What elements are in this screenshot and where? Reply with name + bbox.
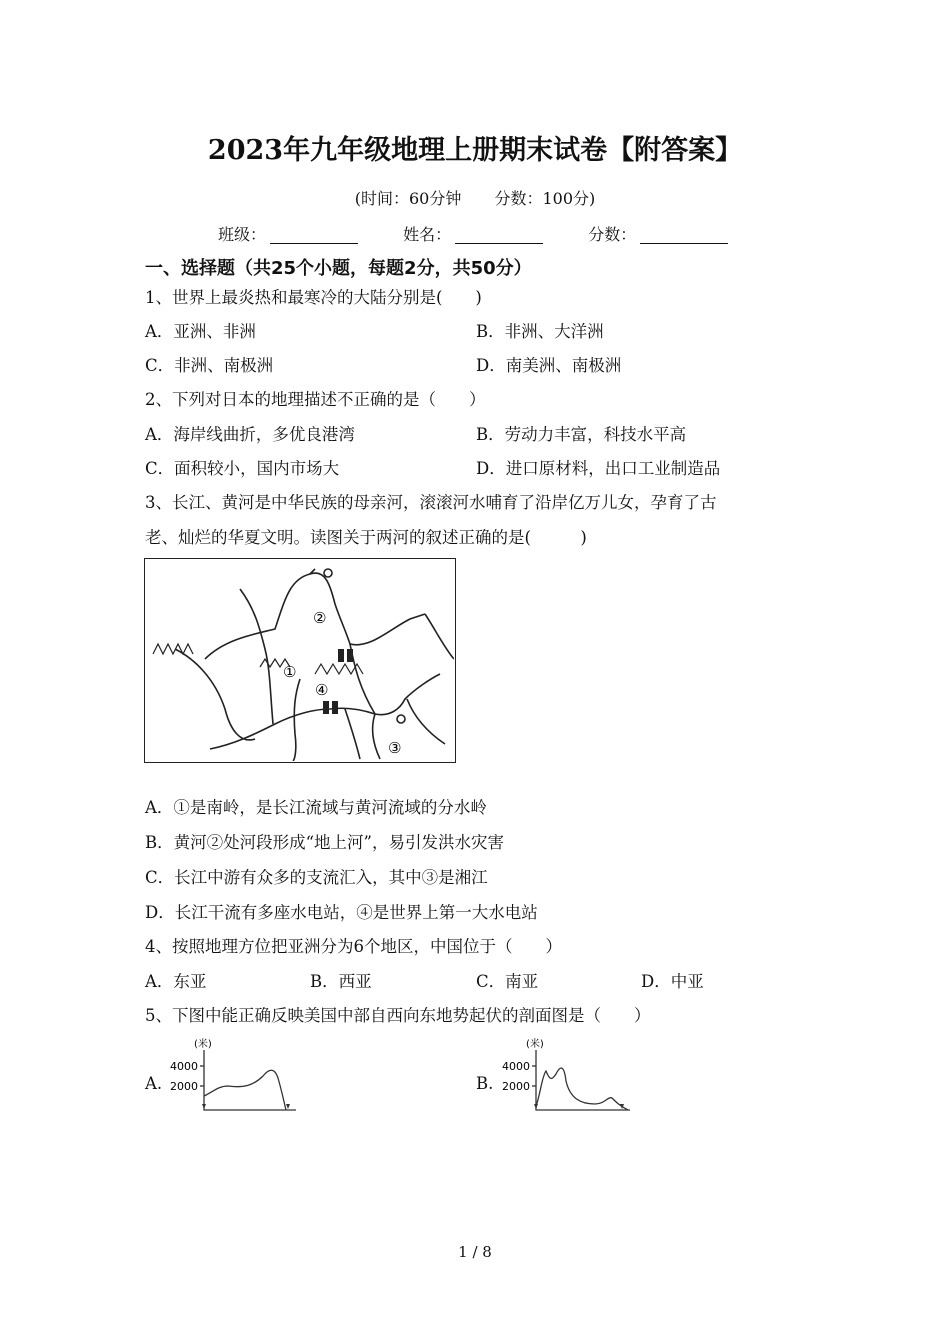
q5-stem: 5、下图中能正确反映美国中部自西向东地势起伏的剖面图是（ ） [145,1006,651,1025]
map-label-3: ③ [388,739,402,757]
page-number: 1 / 8 [458,1243,492,1261]
river-map-drawing [145,559,454,761]
q5a-tick-4000: 4000 [170,1060,198,1073]
q2-stem: 2、下列对日本的地理描述不正确的是（ ） [145,390,486,409]
name-label: 姓名： [403,225,452,244]
q4-option-a: A．东亚 [145,972,207,991]
q4-stem: 4、按照地理方位把亚洲分为6个地区，中国位于（ ） [145,937,562,956]
q2-option-c: C．面积较小，国内市场大 [145,459,340,478]
q4-option-d: D．中亚 [641,972,704,991]
q2-option-a: A．海岸线曲折，多优良港湾 [145,425,355,444]
q4-option-c: C．南亚 [476,972,539,991]
q5-option-b: B. [476,1074,494,1093]
page-title: 2023年九年级地理上册期末试卷【附答案】 [207,135,743,166]
name-blank [455,227,543,244]
q1-option-b: B．非洲、大洋洲 [476,322,604,341]
student-info [218,222,768,245]
q1-option-d: D．南美洲、南极洲 [476,356,622,375]
score-blank [640,227,728,244]
exam-score: 分数：100分) [494,189,596,208]
q1-stem: 1、世界上最炎热和最寒冷的大陆分别是( ) [145,288,482,307]
q5b-tick-4000: 4000 [502,1060,530,1073]
score-label: 分数： [588,225,637,244]
q5b-unit: (米) [526,1039,544,1050]
q5-profile-b [500,1036,635,1118]
map-label-2: ② [313,609,327,627]
map-label-4: ④ [315,681,329,699]
q5a-unit: (米) [194,1039,212,1050]
q5a-tick-2000: 2000 [170,1080,198,1093]
map-label-1: ① [283,663,297,681]
q5b-tick-2000: 2000 [502,1080,530,1093]
q2-option-b: B．劳动力丰富，科技水平高 [476,425,687,444]
q5-profile-a [168,1036,300,1118]
q3-stem-line2: 老、灿烂的华夏文明。读图关于两河的叙述正确的是( ) [145,528,587,547]
q5-option-a: A. [145,1074,163,1093]
q4-option-b: B．西亚 [310,972,372,991]
q2-option-d: D．进口原材料，出口工业制造品 [476,459,721,478]
q3-option-a: A．①是南岭，是长江流域与黄河流域的分水岭 [145,798,487,817]
q1-option-c: C．非洲、南极洲 [145,356,274,375]
q3-option-c: C．长江中游有众多的支流汇入，其中③是湘江 [145,868,488,887]
exam-time: (时间：60分钟 [354,189,462,208]
q3-option-b: B．黄河②处河段形成“地上河”，易引发洪水灾害 [145,833,504,852]
q3-option-d: D．长江干流有多座水电站，④是世界上第一大水电站 [145,903,538,922]
section-heading: 一、选择题（共25个小题，每题2分，共50分） [145,258,532,279]
q3-stem-line1: 3、长江、黄河是中华民族的母亲河，滚滚河水哺育了沿岸亿万儿女，孕育了古 [145,493,717,512]
q1-option-a: A．亚洲、非洲 [145,322,256,341]
exam-subtitle [0,186,950,209]
class-blank [270,227,358,244]
river-map [144,558,456,763]
class-label: 班级： [218,225,267,244]
